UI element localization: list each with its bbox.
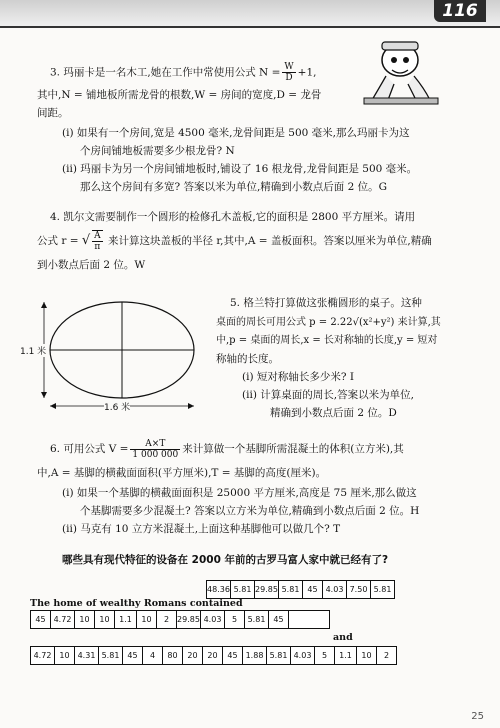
puzzle-cell: 10: [136, 610, 157, 629]
q4-line-c: 到小数点后面 2 位。W: [37, 259, 146, 271]
ellipse-height-label: 1.1 米: [20, 344, 46, 357]
puzzle-cell: 10: [74, 610, 95, 629]
ellipse-width-label: 1.6 米: [104, 400, 130, 413]
q5-part-ii-a: (ii) 计算桌面的周长,答案以米为单位,: [242, 389, 414, 401]
q3-frac-denominator: D: [285, 73, 293, 83]
puzzle-cell: 10: [94, 610, 115, 629]
q3-part-ii-a: (ii) 玛丽卡为另一个房间铺地板时,铺设了 16 根龙骨,龙骨间距是 500 毫米。: [62, 163, 418, 175]
puzzle-question: 哪些具有现代特征的设备在 2000 年前的古罗马富人家中就已经有了?: [62, 554, 389, 566]
puzzle-row-3: [30, 646, 396, 665]
q5-part-i: (i) 短对称轴长多少米? I: [242, 371, 355, 383]
q3-part-ii-b: 那么这个房间有多宽? 答案以米为单位,精确到小数点后面 2 位。G: [80, 181, 388, 193]
q5-line-d: 称轴的长度。: [216, 353, 279, 365]
puzzle-cell: 45: [30, 610, 51, 629]
puzzle-cell: 5: [224, 610, 245, 629]
q6-part-i-b: 个基脚需要多少混凝土? 答案以立方米为单位,精确到小数点后面 2 位。H: [80, 505, 420, 517]
puzzle-cell: 2: [376, 646, 397, 665]
puzzle-text-a: The home of wealthy Romans contained: [30, 598, 243, 609]
puzzle-row-2: [30, 610, 329, 629]
q3-part-i-a: (i) 如果有一个房间,宽是 4500 毫米,龙骨间距是 500 毫米,那么玛丽卡为这: [62, 127, 410, 139]
q3-line-b: 其中,N = 铺地板所需龙骨的根数,W = 房间的宽度,D = 龙骨: [37, 89, 322, 101]
puzzle-cell: 4.03: [290, 646, 315, 665]
q3-line-c: 间距。: [37, 107, 69, 119]
q5-part-ii-b: 精确到小数点后面 2 位。D: [270, 407, 397, 419]
q3-intro-text: 3. 玛丽卡是一名木工,她在工作中常使用公式: [50, 66, 256, 79]
q6-formula-lhs: 6. 可用公式 V =: [50, 443, 129, 455]
q5-line-a: 5. 格兰特打算做这张椭圆形的桌子。这种: [230, 297, 422, 309]
puzzle-cell: 7.50: [346, 580, 371, 599]
puzzle-cell: 10: [54, 646, 75, 665]
q4-sqrt-denominator: π: [94, 242, 101, 252]
puzzle-cell: 20: [202, 646, 223, 665]
q4-formula-lhs: 公式 r =: [37, 235, 79, 247]
q3-formula-tail: +1,: [297, 66, 317, 79]
puzzle-cell: 45: [122, 646, 143, 665]
puzzle-cell: 5: [314, 646, 335, 665]
puzzle-cell: 5.81: [230, 580, 255, 599]
q6-line-a: [50, 438, 404, 460]
q6-part-i-a: (i) 如果一个基脚的横截面面积是 25000 平方厘米,高度是 75 厘米,那么做这: [62, 487, 417, 499]
q3-formula-lhs: N =: [259, 66, 281, 79]
puzzle-cell: 5.81: [244, 610, 269, 629]
cartoon-worker-illustration: [358, 28, 440, 108]
q3-intro-line: [50, 62, 316, 83]
q4-sqrt-fraction: [92, 230, 103, 252]
q6-formula-fraction: [130, 439, 180, 460]
q6-line-b: 中,A = 基脚的横截面面积(平方厘米),T = 基脚的高度(厘米)。: [37, 467, 327, 479]
puzzle-cell: 5.81: [266, 646, 291, 665]
page-number-bottom: 25: [471, 711, 484, 722]
puzzle-cell: 4: [142, 646, 163, 665]
puzzle-cell: 5.81: [370, 580, 395, 599]
puzzle-cell: 80: [162, 646, 183, 665]
page-number-top: 116: [434, 0, 486, 22]
puzzle-cell: 29.85: [176, 610, 201, 629]
q3-formula-fraction: [282, 62, 295, 83]
q4-formula-tail: 来计算这块盖板的半径 r,其中,A = 盖板面积。答案以厘米为单位,精确: [107, 235, 432, 247]
puzzle-cell: 5.81: [278, 580, 303, 599]
puzzle-cell: 20: [182, 646, 203, 665]
top-frame-bar: [0, 0, 500, 28]
puzzle-cell: 4.03: [200, 610, 225, 629]
puzzle-cell: 10: [356, 646, 377, 665]
q4-sqrt-numerator: A: [94, 231, 101, 241]
puzzle-text-b: and: [333, 632, 353, 643]
puzzle-cell: 4.72: [50, 610, 75, 629]
puzzle-row-1: [206, 580, 394, 599]
q6-frac-numerator: A×T: [130, 439, 180, 450]
q4-line-a: 4. 凯尔文需要制作一个圆形的检修孔木盖板,它的面积是 2800 平方厘米。请用: [50, 211, 416, 223]
puzzle-cell: 1.88: [242, 646, 267, 665]
puzzle-cell: 2: [156, 610, 177, 629]
puzzle-cell: 45: [222, 646, 243, 665]
q6-formula-tail: 来计算做一个基脚所需混凝土的体积(立方米),其: [182, 443, 404, 455]
puzzle-cell: 1.1: [114, 610, 137, 629]
q6-frac-denominator: 1 000 000: [132, 449, 179, 460]
q3-frac-numerator: W: [284, 62, 294, 72]
q5-line-c: 中,p = 桌面的周长,x = 长对称轴的长度,y = 短对: [216, 335, 438, 346]
puzzle-cell: 4.72: [30, 646, 55, 665]
puzzle-cell: 29.85: [254, 580, 279, 599]
q5-line-b: 桌面的周长可用公式 p = 2.22√(x²+y²) 来计算,其: [216, 317, 441, 328]
puzzle-cell: 4.03: [322, 580, 347, 599]
q3-part-i-b: 个房间铺地板需要多少根龙骨? N: [80, 145, 235, 157]
q4-sqrt-symbol: √: [81, 233, 91, 248]
puzzle-cell: 5.81: [98, 646, 123, 665]
puzzle-cell: 45: [268, 610, 289, 629]
puzzle-cell: 48.36: [206, 580, 231, 599]
q4-line-b: [37, 230, 432, 252]
puzzle-cell: [288, 610, 330, 629]
q6-part-ii: (ii) 马克有 10 立方米混凝土,上面这种基脚他可以做几个? T: [62, 523, 341, 535]
puzzle-cell: 4.31: [74, 646, 99, 665]
puzzle-cell: 1.1: [334, 646, 357, 665]
puzzle-cell: 45: [302, 580, 323, 599]
